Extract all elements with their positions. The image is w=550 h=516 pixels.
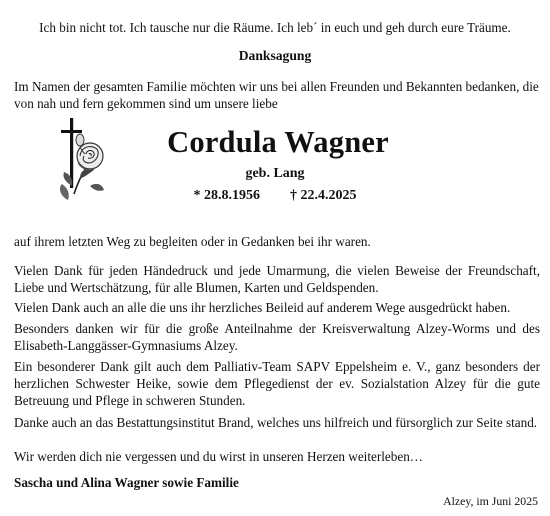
paragraph-thanks-funeral-home: Danke auch an das Bestattungsinstitut Brand, welches uns hilfreich und fürsorglich zur Seite stand. — [14, 415, 538, 430]
life-dates — [0, 188, 550, 204]
paragraph-closing: Wir werden dich nie vergessen und du wirst in unseren Herzen weiterleben… — [14, 449, 423, 464]
death-date: † 22.4.2025 — [290, 188, 357, 203]
paragraph-thanks-administration: Besonders danken wir für die große Anteilnahme der Kreisverwaltung Alzey-Worms und des Elisabeth-Langgässer-Gymnasiums Alzey. — [14, 321, 540, 354]
signature: Sascha und Alina Wagner sowie Familie — [14, 475, 239, 490]
intro-paragraph: Im Namen der gesamten Familie möchten wir uns bei allen Freunden und Bekannten bedanken, die von nah und fern gekommen sind um unsere liebe — [14, 79, 539, 111]
paragraph-thanks-care-team: Ein besonderer Dank gilt auch dem Palliativ-Team SAPV Eppelsheim e. V., ganz besonders der herzlichen Schwester Heike, sowie dem Pflegedienst der ev. Sozialstation Alzey für die gute Betreuung und Pflege in schweren Stunden. — [14, 359, 540, 409]
paragraph-continuation: auf ihrem letzten Weg zu begleiten oder in Gedanken bei ihr waren. — [14, 234, 371, 249]
paragraph-thanks-handshake: Vielen Dank für jeden Händedruck und jede Umarmung, die vielen Beweise der Freundschaft, Liebe und Wertschätzung, für alle Blumen, Karten und Geldspenden. — [14, 263, 540, 296]
place-and-date: Alzey, im Juni 2025 — [443, 494, 538, 508]
deceased-name: Cordula Wagner — [167, 125, 389, 159]
notice-heading: Danksagung — [238, 48, 312, 63]
motto-quote: Ich bin nicht tot. Ich tausche nur die Räume. Ich leb´ in euch und geh durch eure Träume. — [39, 20, 511, 35]
birth-date: * 28.8.1956 — [193, 188, 260, 203]
maiden-name: geb. Lang — [245, 166, 305, 181]
paragraph-thanks-condolences: Vielen Dank auch an alle die uns ihr herzliches Beileid auf anderem Wege ausgedrückt haben. — [14, 300, 511, 315]
